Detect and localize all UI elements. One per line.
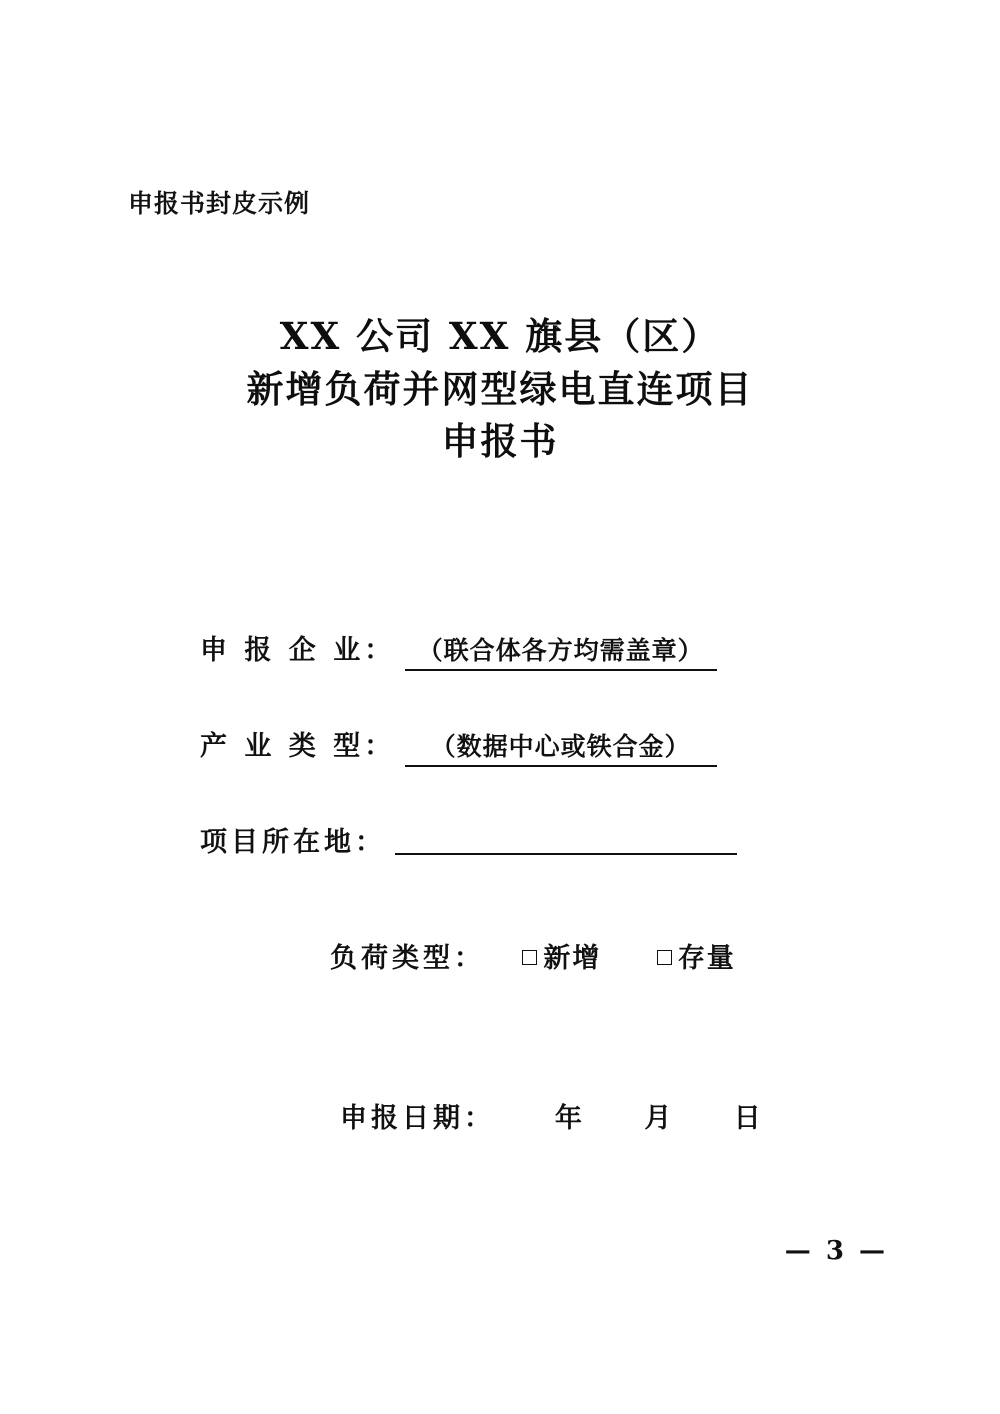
- company-field-value[interactable]: （联合体各方均需盖章）: [405, 631, 717, 671]
- load-type-option-existing[interactable]: [657, 936, 736, 975]
- checkbox-icon[interactable]: [522, 950, 537, 965]
- industry-field-label: 产 业 类 型：: [200, 731, 396, 762]
- load-type-label: 负荷类型：: [330, 943, 485, 974]
- title-line-2: 新增负荷并网型绿电直连项目: [246, 366, 754, 411]
- industry-field-value[interactable]: （数据中心或铁合金）: [405, 727, 717, 767]
- field-row-location: [0, 792, 1000, 888]
- location-field-value[interactable]: [395, 821, 737, 855]
- cover-form: [0, 600, 1000, 1134]
- load-type-option-new-label: 新增: [543, 943, 602, 974]
- date-label: 申报日期：: [340, 1103, 495, 1134]
- load-type-options: [522, 936, 779, 975]
- field-row-load-type: [0, 888, 1000, 984]
- field-row-industry: [0, 696, 1000, 792]
- date-fields: [530, 1096, 787, 1135]
- company-field-label: 申 报 企 业：: [200, 635, 396, 666]
- date-unit-day[interactable]: 日: [733, 1103, 763, 1134]
- checkbox-icon[interactable]: [657, 950, 672, 965]
- title-line-3: 申报书: [441, 419, 559, 464]
- field-row-date: [0, 984, 1000, 1134]
- location-field-label: 项目所在地：: [200, 827, 386, 858]
- date-unit-year[interactable]: 年: [554, 1103, 584, 1134]
- load-type-option-existing-label: 存量: [677, 943, 736, 974]
- cover-example-annotation: 申报书封皮示例: [128, 189, 311, 218]
- page-title: [0, 310, 1000, 468]
- page-number: — 3 —: [784, 1236, 888, 1266]
- title-line-1: XX 公司 XX 旗县（区）: [279, 314, 721, 358]
- date-unit-month[interactable]: 月: [644, 1103, 674, 1134]
- field-row-company: [0, 600, 1000, 696]
- load-type-option-new[interactable]: [522, 936, 601, 975]
